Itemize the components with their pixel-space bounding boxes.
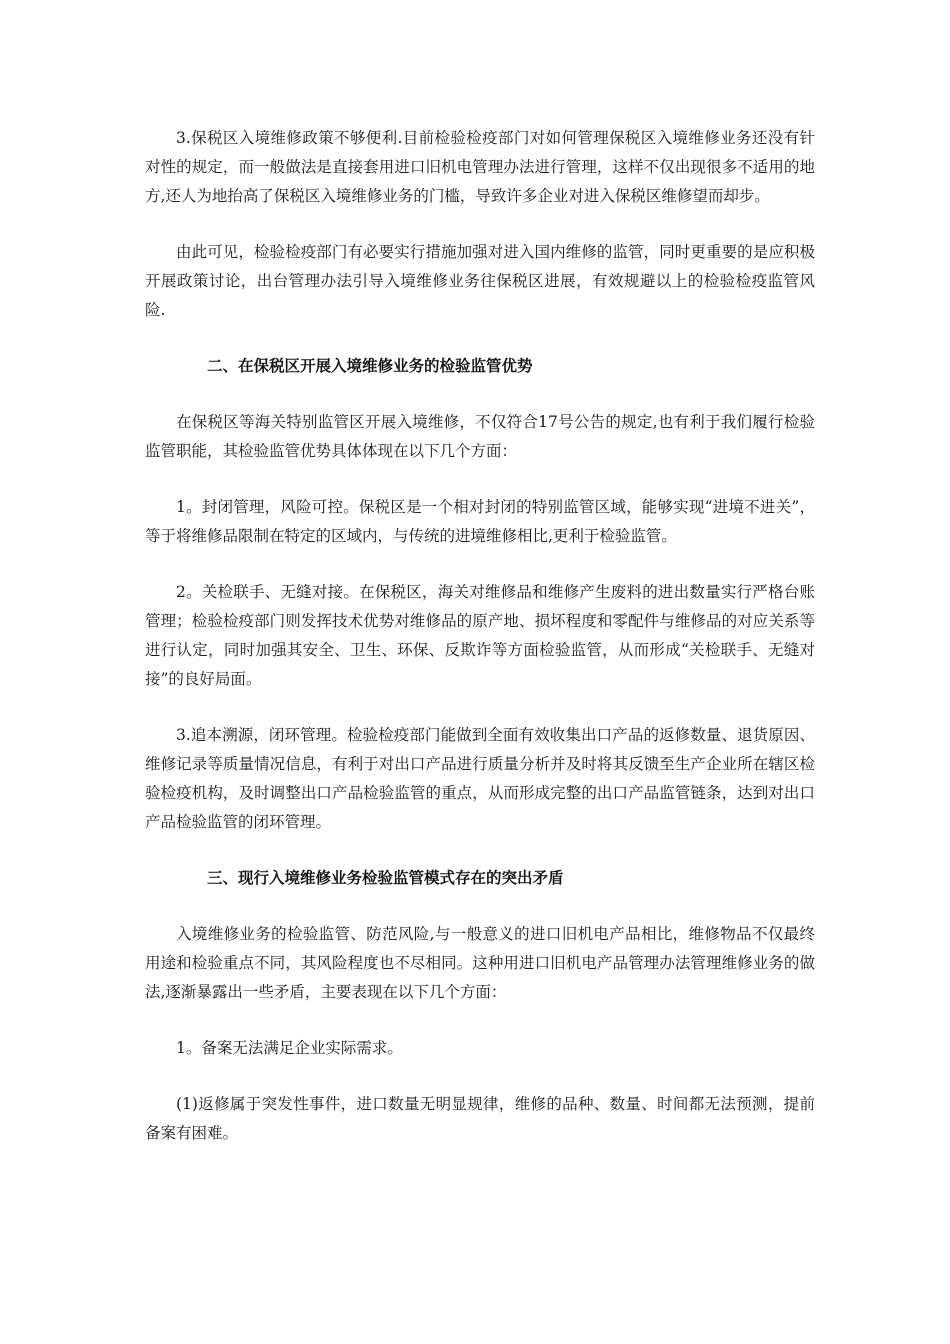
paragraph-bonded-zone-policy: 3.保税区入境维修政策不够便利.目前检验检疫部门对如何管理保税区入境维修业务还没有针对性的规定，而一般做法是直接套用进口旧机电管理办法进行管理，这样不仅出现很多不适用的地方,还人为地抬高了保税区入境维修业务的门槛，导致许多企业对进入保税区维修望而却步。	[145, 129, 815, 205]
paragraph-advantages-intro: 在保税区等海关特别监管区开展入境维修，不仅符合17号公告的规定,也有利于我们履行检验监管职能，其检验监管优势具体体现在以下几个方面：	[145, 413, 815, 460]
document-body	[145, 124, 815, 1175]
paragraph-closed-management: 1。封闭管理，风险可控。保税区是一个相对封闭的特别监管区域，能够实现“进境不进关”，等于将维修品限制在特定的区域内，与传统的进境维修相比,更利于检验监管。	[145, 498, 815, 545]
paragraph-filing-issue: 1。备案无法满足企业实际需求。	[176, 1039, 403, 1057]
section-heading-advantages: 二、在保税区开展入境维修业务的检验监管优势	[207, 357, 533, 375]
section-heading-contradictions: 三、现行入境维修业务检验监管模式存在的突出矛盾	[207, 869, 564, 887]
paragraph-conclusion: 由此可见，检验检疫部门有必要实行措施加强对进入国内维修的监管，同时更重要的是应积极开展政策讨论，出台管理办法引导入境维修业务往保税区进展，有效规避以上的检验检疫监管风险.	[145, 243, 815, 319]
paragraph-traceability: 3.追本溯源，闭环管理。检验检疫部门能做到全面有效收集出口产品的返修数量、退货原因、维修记录等质量情况信息，有利于对出口产品进行质量分析并及时将其反馈至生产企业所在辖区检验检疫机构，及时调整出口产品检验监管的重点，从而形成完整的出口产品监管链条，达到对出口产品检验监管的闭环管理。	[145, 726, 815, 831]
paragraph-repair-unpredictable: (1)返修属于突发性事件，进口数量无明显规律，维修的品种、数量、时间都无法预测，提前备案有困难。	[145, 1095, 815, 1142]
paragraph-customs-cooperation: 2。关检联手、无缝对接。在保税区，海关对维修品和维修产生废料的进出数量实行严格台账管理；检验检疫部门则发挥技术优势对维修品的原产地、损坏程度和零配件与维修品的对应关系等进行认定，同时加强其安全、卫生、环保、反欺诈等方面检验监管，从而形成“关检联手、无缝对接”的良好局面。	[145, 583, 815, 688]
paragraph-contradictions-intro: 入境维修业务的检验监管、防范风险,与一般意义的进口旧机电产品相比，维修物品不仅最终用途和检验重点不同，其风险程度也不尽相同。这种用进口旧机电产品管理办法管理维修业务的做法,逐渐暴露出一些矛盾，主要表现在以下几个方面：	[145, 925, 815, 1001]
